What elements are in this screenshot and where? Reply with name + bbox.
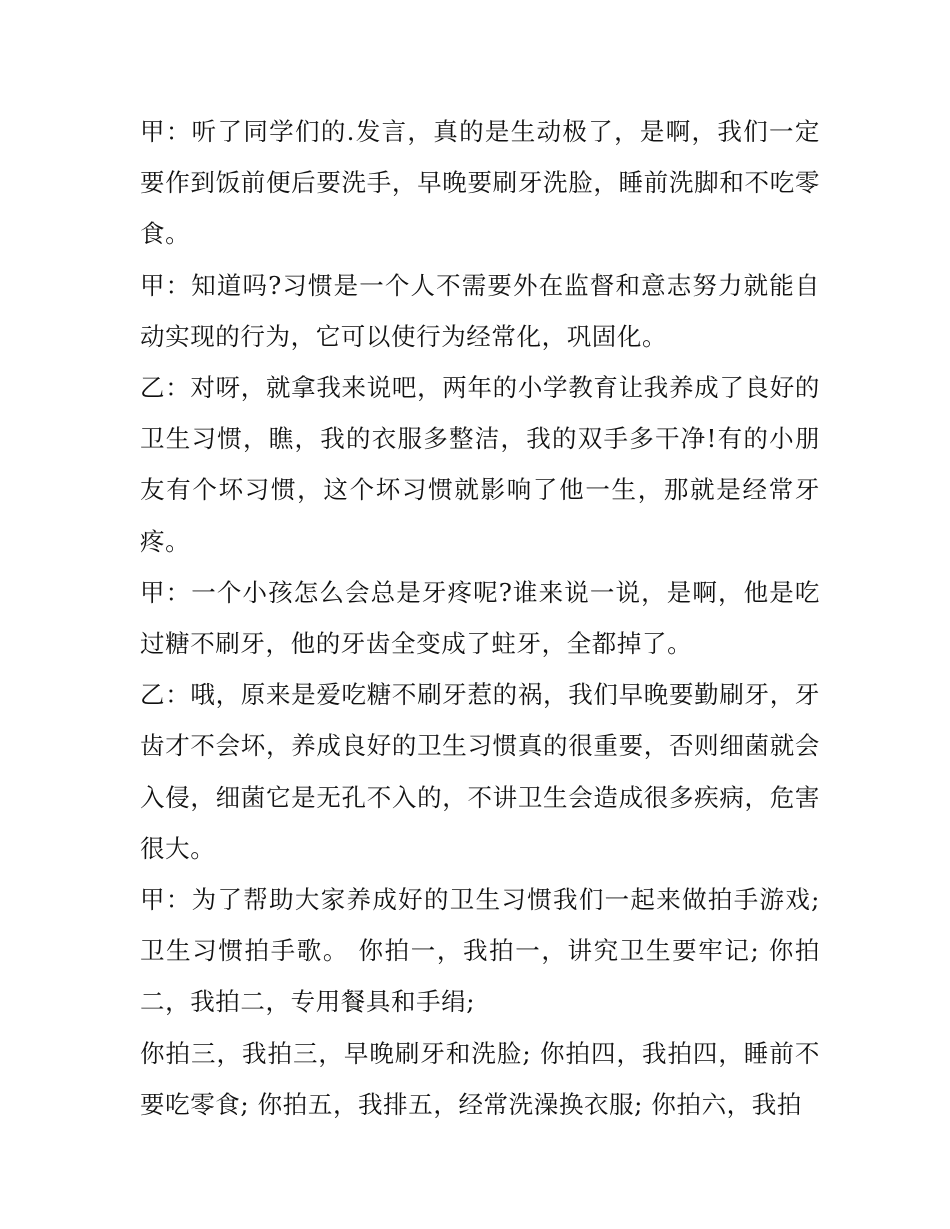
paragraph: 甲：听了同学们的.发言，真的是生动极了，是啊，我们一定要作到饭前便后要洗手，早晚要刷牙洗脸，睡前洗脚和不吃零食。 xyxy=(140,117,820,249)
document-body xyxy=(140,106,820,1130)
paragraph: 乙：对呀，就拿我来说吧，两年的小学教育让我养成了良好的卫生习惯，瞧，我的衣服多整洁，我的双手多干净!有的小朋友有个坏习惯，这个坏习惯就影响了他一生，那就是经常牙疼。 xyxy=(140,373,820,556)
paragraph: 甲：为了帮助大家养成好的卫生习惯我们一起来做拍手游戏; 卫生习惯拍手歌。 你拍一，我拍一，讲究卫生要牢记; 你拍二，我拍二，专用餐具和手绢; xyxy=(140,885,820,1017)
paragraph: 你拍三，我拍三，早晚刷牙和洗脸; 你拍四，我拍四，睡前不要吃零食; 你拍五，我排五，经常洗澡换衣服; 你拍六，我拍 xyxy=(140,1038,820,1119)
paragraph: 乙：哦，原来是爱吃糖不刷牙惹的祸，我们早晚要勤刷牙，牙齿才不会坏，养成良好的卫生习惯真的很重要，否则细菌就会入侵，细菌它是无孔不入的，不讲卫生会造成很多疾病，危害很大。 xyxy=(140,680,820,863)
paragraph: 甲：一个小孩怎么会总是牙疼呢?谁来说一说，是啊，他是吃过糖不刷牙，他的牙齿全变成了蛀牙，全都掉了。 xyxy=(140,577,820,659)
paragraph: 甲：知道吗?习惯是一个人不需要外在监督和意志努力就能自动实现的行为，它可以使行为经常化，巩固化。 xyxy=(140,270,820,351)
